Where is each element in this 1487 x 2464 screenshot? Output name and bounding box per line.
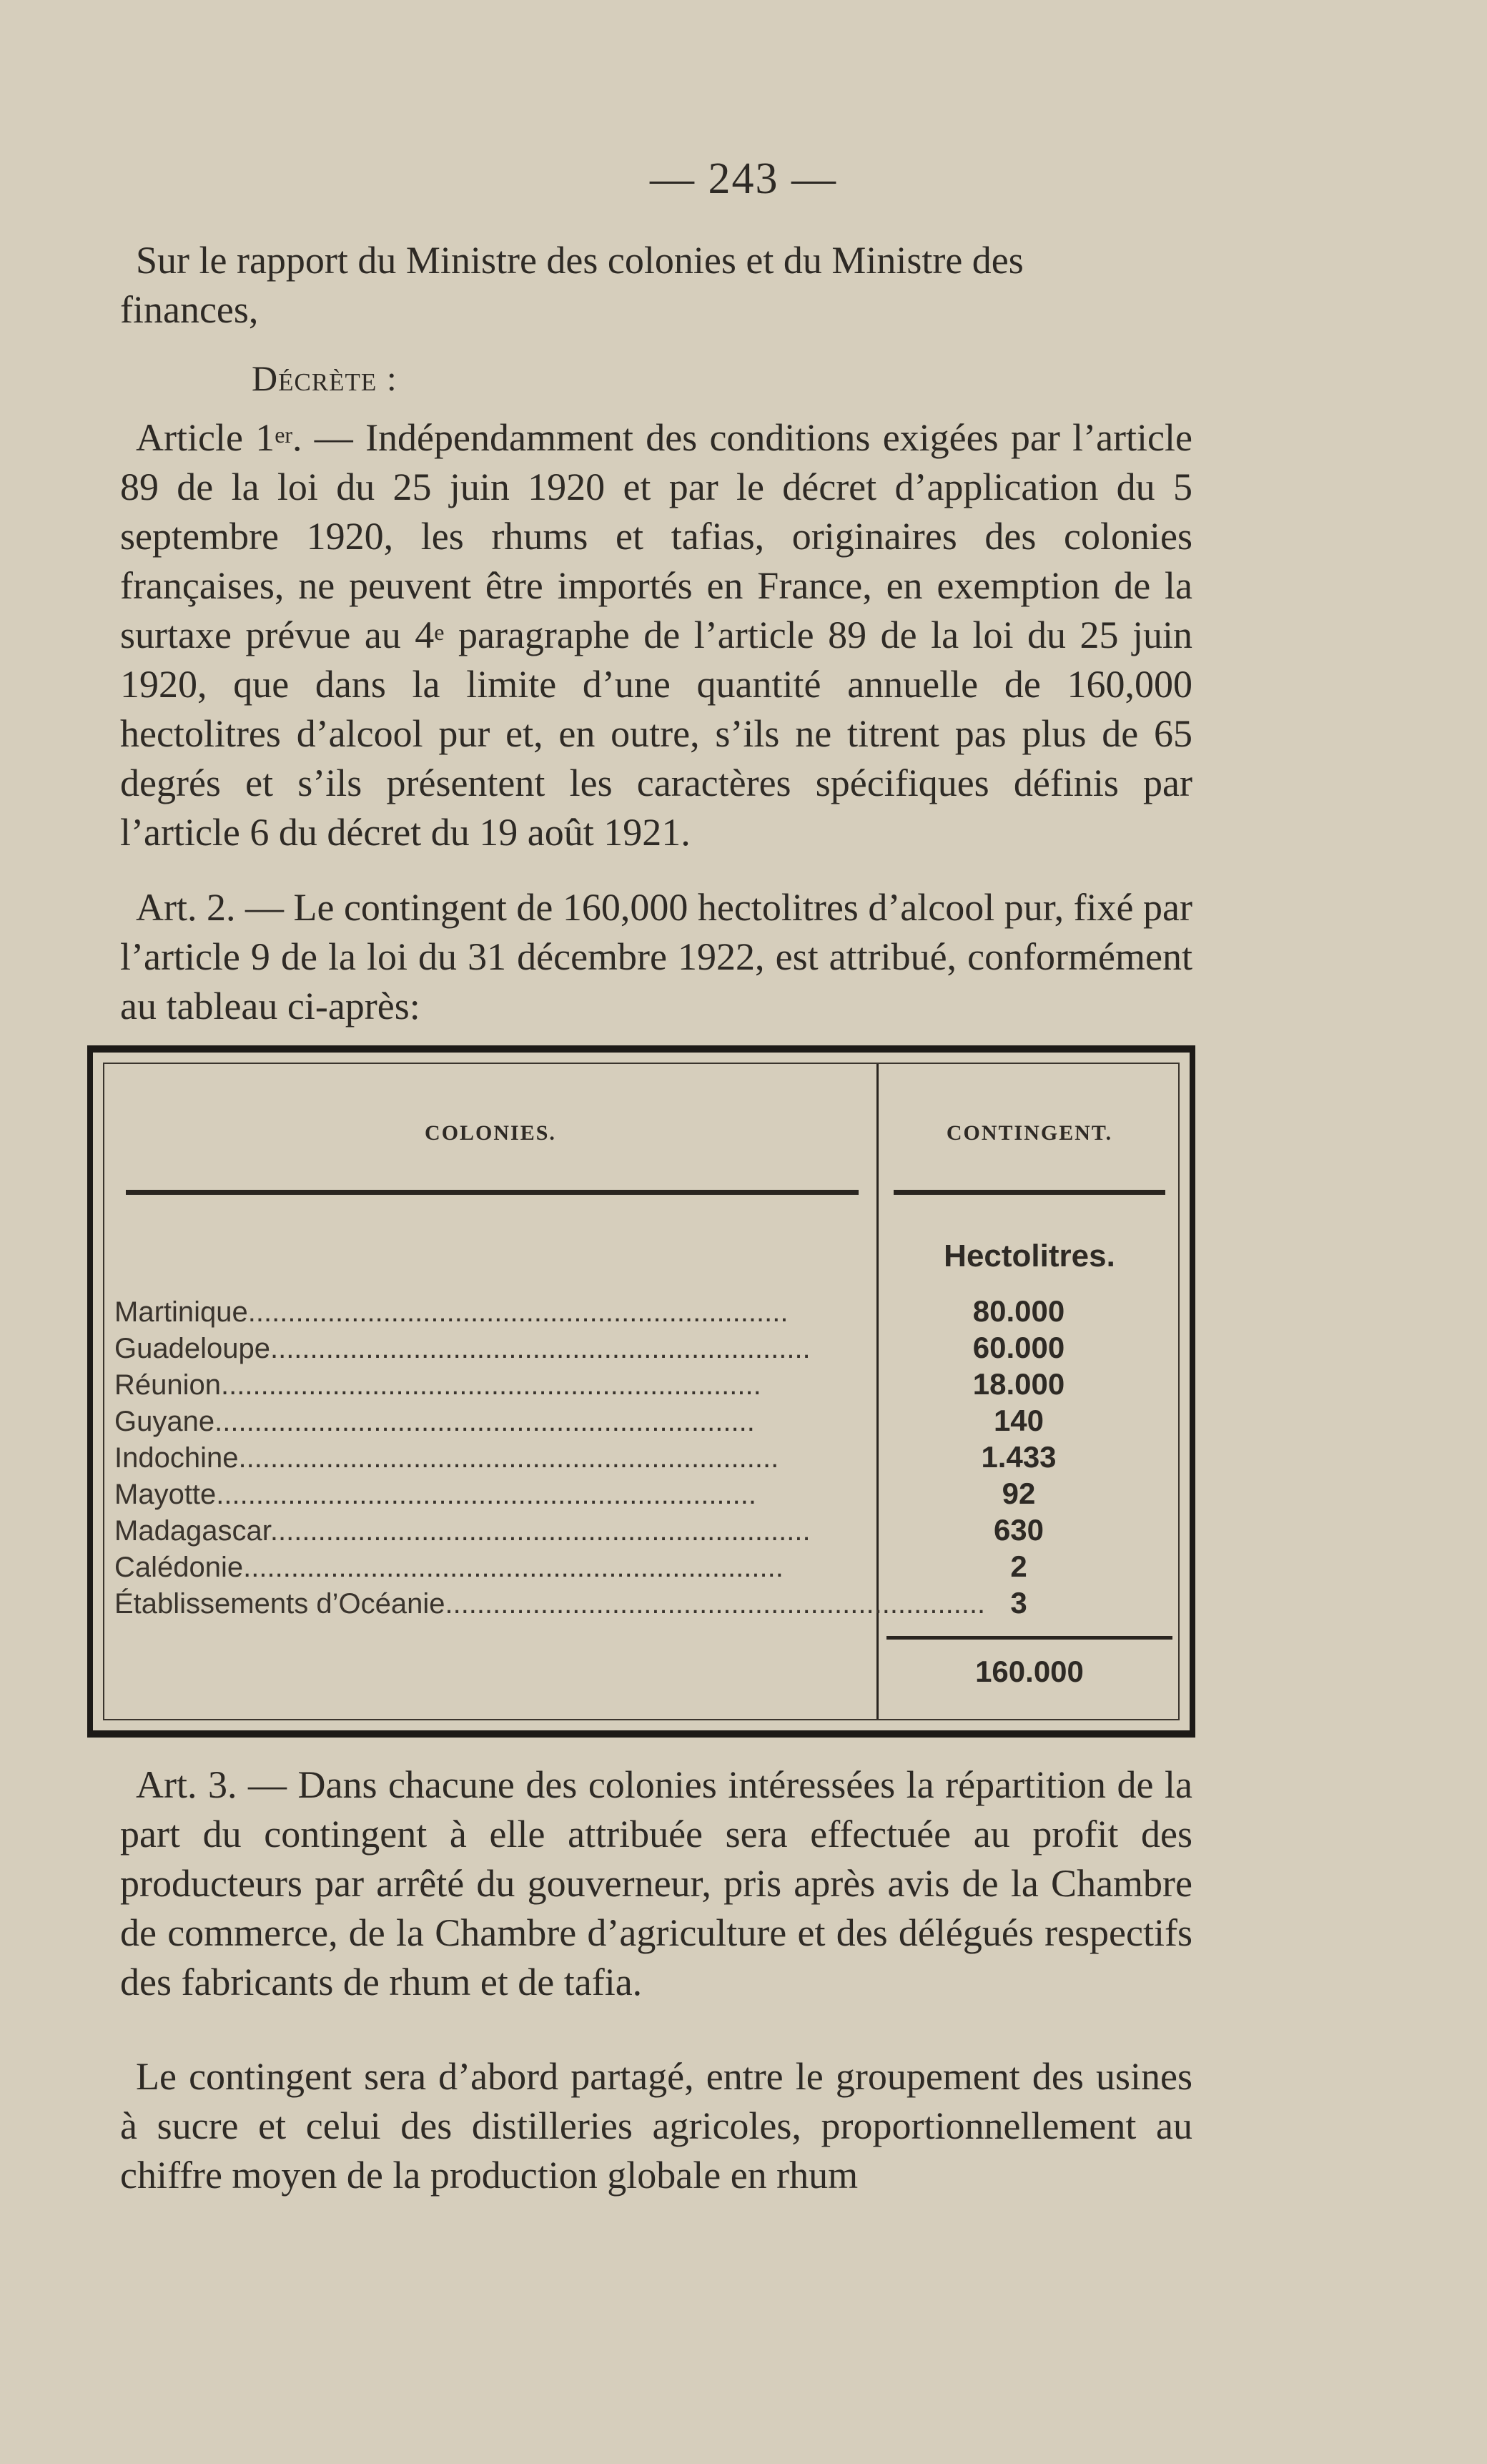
- page-number: — 243 —: [650, 154, 837, 203]
- header-rule-right: [894, 1190, 1165, 1195]
- intro-paragraph: [120, 236, 1192, 335]
- row-label: Guyane....................................................................: [114, 1406, 755, 1437]
- unit-label: Hectolitres.: [944, 1238, 1115, 1273]
- row-value: 80.000: [972, 1294, 1065, 1328]
- row-label: Madagascar....................................................................: [114, 1515, 811, 1547]
- row-value: 630: [993, 1513, 1044, 1547]
- table-row: [114, 1366, 1185, 1402]
- row-value: 3: [1010, 1586, 1027, 1620]
- row-value: 1.433: [981, 1440, 1057, 1474]
- row-label: Guadeloupe....................................................................: [114, 1333, 811, 1364]
- article-1: [120, 413, 1192, 857]
- decrete-heading: Décrète :: [252, 358, 397, 398]
- table-rows: [114, 1293, 1185, 1621]
- table-row: [114, 1329, 1185, 1366]
- intro-line-2: finances,: [120, 288, 259, 331]
- final-paragraph-text: Le contingent sera d’abord partagé, entre le groupement des usines à sucre et celui des distilleries agricoles, proportionnellement au chiffre moyen de la production globale en rhum: [120, 2055, 1192, 2197]
- row-value: 2: [1010, 1549, 1027, 1583]
- article-1-text-2: paragraphe de l’article 89 de la loi du 25 juin 1920, que dans la limite d’une quantité annuelle de 160,000 hectolitres d’alcool pur et, en outre, s’ils ne titrent pas plus de 65 degrés et s’ils présentent les caractères spécifiques définis par l’article 6 du décret du 19 août 1921.: [120, 613, 1193, 854]
- table-row: [114, 1293, 1185, 1329]
- row-label: Mayotte....................................................................: [114, 1479, 756, 1510]
- row-label: Indochine....................................................................: [114, 1442, 779, 1474]
- article-1-lead: Article 1: [136, 416, 275, 459]
- article-2: [120, 883, 1192, 1031]
- table-row: [114, 1402, 1185, 1439]
- header-contingent: CONTINGENT.: [946, 1121, 1113, 1145]
- table-row: [114, 1439, 1185, 1475]
- article-1-sup-2: e: [434, 619, 445, 645]
- intro-line-1: Sur le rapport du Ministre des colonies et du Ministre des: [136, 239, 1024, 282]
- article-3-text: Art. 3. — Dans chacune des colonies intéressées la répartition de la part du contingent à elle attribuée sera effectuée au profit des producteurs par arrêté du gouverneur, pris après avis de la Chambre de commerce, de la Chambre d’agriculture et des délégués respectifs des fabricants de rhum et de tafia.: [120, 1763, 1192, 2004]
- header-colonies: COLONIES.: [425, 1121, 556, 1145]
- article-1-sup: er: [275, 422, 293, 448]
- contingent-table: [87, 1045, 1195, 1738]
- table-row: [114, 1512, 1185, 1548]
- header-rule-left: [126, 1190, 859, 1195]
- row-value: 60.000: [972, 1331, 1065, 1364]
- final-paragraph: [120, 2052, 1192, 2200]
- row-value: 92: [1002, 1477, 1036, 1510]
- table-inner-frame: [103, 1063, 1180, 1720]
- row-label: Réunion....................................................................: [114, 1369, 761, 1401]
- total-value: 160.000: [975, 1655, 1084, 1688]
- table-row: [114, 1548, 1185, 1585]
- row-label: Martinique....................................................................: [114, 1296, 789, 1328]
- article-3: [120, 1760, 1192, 2007]
- row-value: 140: [993, 1404, 1044, 1437]
- article-1-text: . — Indépendamment des conditions exigées par l’article 89 de la loi du 25 juin 1920 et par le décret d’application du 5 septembre 1920, les rhums et tafias, originaires des colonies françaises, ne peuvent être importés en France, en exemption de la surtaxe prévue au 4: [120, 416, 1192, 656]
- article-2-text: Art. 2. — Le contingent de 160,000 hectolitres d’alcool pur, fixé par l’article 9 de la loi du 31 décembre 1922, est attribué, conformément au tableau ci-après:: [120, 886, 1192, 1028]
- table-row: [114, 1585, 1185, 1621]
- row-label: Calédonie....................................................................: [114, 1552, 784, 1583]
- table-row: [114, 1475, 1185, 1512]
- row-label: Établissements d’Océanie....................................................................: [114, 1588, 986, 1620]
- row-value: 18.000: [972, 1367, 1065, 1401]
- total-rule: [886, 1636, 1172, 1640]
